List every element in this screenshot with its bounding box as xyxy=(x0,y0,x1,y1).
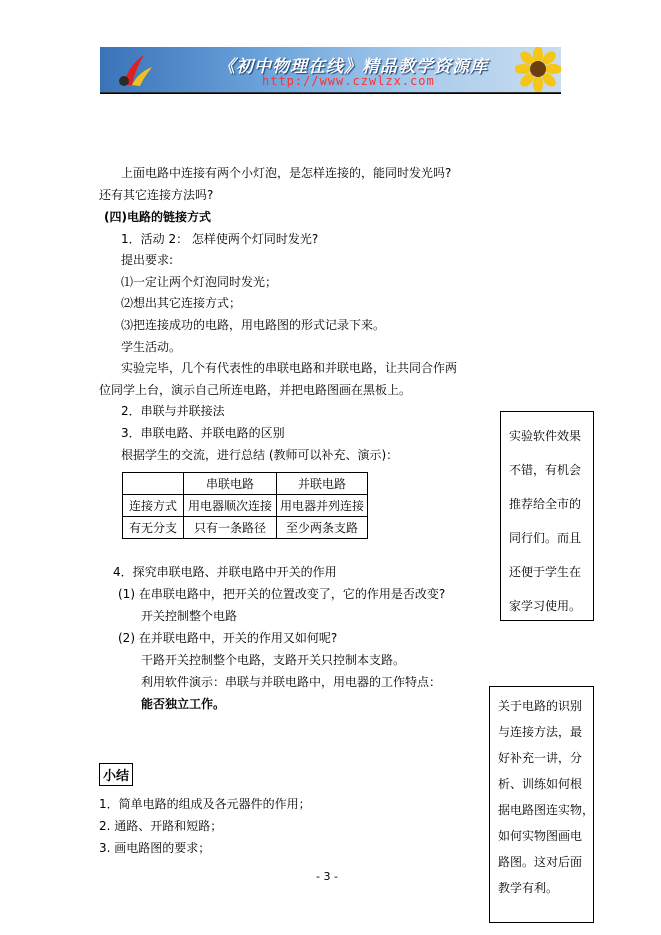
table-cell: 用电器顺次连接 xyxy=(184,495,277,517)
requirement-3: ⑶把连接成功的电路，用电路图的形式记录下来。 xyxy=(121,318,386,332)
table-header-row xyxy=(123,473,368,495)
summary-heading: 小结 xyxy=(99,763,133,786)
note-line: 不错，有机会 xyxy=(509,463,582,477)
side-note-software xyxy=(500,411,594,621)
experiment-line-1: 实验完毕，几个有代表性的串联电路和并联电路，让共同合作两 xyxy=(121,361,458,375)
requirement-1: ⑴一定让两个灯泡同时发光； xyxy=(121,275,278,289)
side-note-circuit xyxy=(489,686,594,923)
item-2: 2．串联与并联接法 xyxy=(121,404,225,418)
question-1: (1) 在串联电路中，把开关的位置改变了，它的作用是否改变? xyxy=(118,587,446,601)
paragraph-question: 上面电路中连接有两个小灯泡，是怎样连接的，能同时发光吗? xyxy=(121,166,452,180)
answer-1: 开关控制整个电路 xyxy=(141,609,238,623)
table-header-cell: 串联电路 xyxy=(184,473,277,495)
note-line: 推荐给全市的 xyxy=(509,497,582,511)
banner-title: 《初中物理在线》精品教学资源库 xyxy=(218,57,488,77)
note-line: 与连接方法，最 xyxy=(498,725,583,739)
question-2: (2) 在并联电路中，开关的作用又如何呢? xyxy=(118,631,338,645)
summary-item: 3. 画电路图的要求； xyxy=(99,841,211,855)
summary-intro: 根据学生的交流，进行总结 (教师可以补充、演示)： xyxy=(121,448,399,462)
table-row xyxy=(123,517,368,539)
section-heading: (四)电路的链接方式 xyxy=(104,210,211,224)
demo-answer: 能否独立工作。 xyxy=(141,697,226,711)
sunflower-icon xyxy=(515,47,561,92)
note-line: 同行们。而且 xyxy=(509,531,582,545)
table-cell: 只有一条路径 xyxy=(184,517,277,539)
note-line: 教学有利。 xyxy=(498,881,559,895)
table-cell: 至少两条支路 xyxy=(277,517,368,539)
student-activity: 学生活动。 xyxy=(121,340,182,354)
logo-icon xyxy=(114,51,156,89)
table-header-cell xyxy=(123,473,184,495)
item-3: 3．串联电路、并联电路的区别 xyxy=(121,426,285,440)
experiment-line-2: 位同学上台，演示自己所连电路，并把电路图画在黑板上。 xyxy=(99,383,412,397)
header-rule xyxy=(100,93,561,94)
table-cell: 有无分支 xyxy=(123,517,184,539)
table-cell: 用电器并列连接 xyxy=(277,495,368,517)
note-line: 据电路图连实物， xyxy=(498,803,595,817)
table-row xyxy=(123,495,368,517)
header-banner xyxy=(100,47,561,93)
software-demo: 利用软件演示：串联与并联电路中，用电器的工作特点： xyxy=(141,675,442,689)
note-line: 关于电路的识别 xyxy=(498,699,583,713)
note-line: 好补充一讲，分 xyxy=(498,751,583,765)
note-line: 实验软件效果 xyxy=(509,429,582,443)
note-line: 路图。这对后面 xyxy=(498,855,583,869)
summary-item: 1．简单电路的组成及各元器件的作用； xyxy=(99,797,311,811)
note-line: 如何实物图画电 xyxy=(498,829,583,843)
table-header-cell: 并联电路 xyxy=(277,473,368,495)
answer-2: 干路开关控制整个电路，支路开关只控制本支路。 xyxy=(141,653,406,667)
note-line: 还便于学生在 xyxy=(509,565,582,579)
note-line: 析、训练如何根 xyxy=(498,777,583,791)
summary-item: 2. 通路、开路和短路； xyxy=(99,819,223,833)
activity-2: 1．活动 2： 怎样使两个灯同时发光? xyxy=(121,232,319,246)
note-line: 家学习使用。 xyxy=(509,599,582,613)
banner-url: http://www.czwlzx.com xyxy=(262,74,435,88)
requirements-label: 提出要求: xyxy=(121,253,174,267)
requirement-2: ⑵想出其它连接方式； xyxy=(121,296,242,310)
comparison-table xyxy=(122,472,368,539)
item-4: 4．探究串联电路、并联电路中开关的作用 xyxy=(113,565,337,579)
table-cell: 连接方式 xyxy=(123,495,184,517)
paragraph-other-methods: 还有其它连接方法吗? xyxy=(99,188,214,202)
page-number: - 3 - xyxy=(316,870,338,883)
